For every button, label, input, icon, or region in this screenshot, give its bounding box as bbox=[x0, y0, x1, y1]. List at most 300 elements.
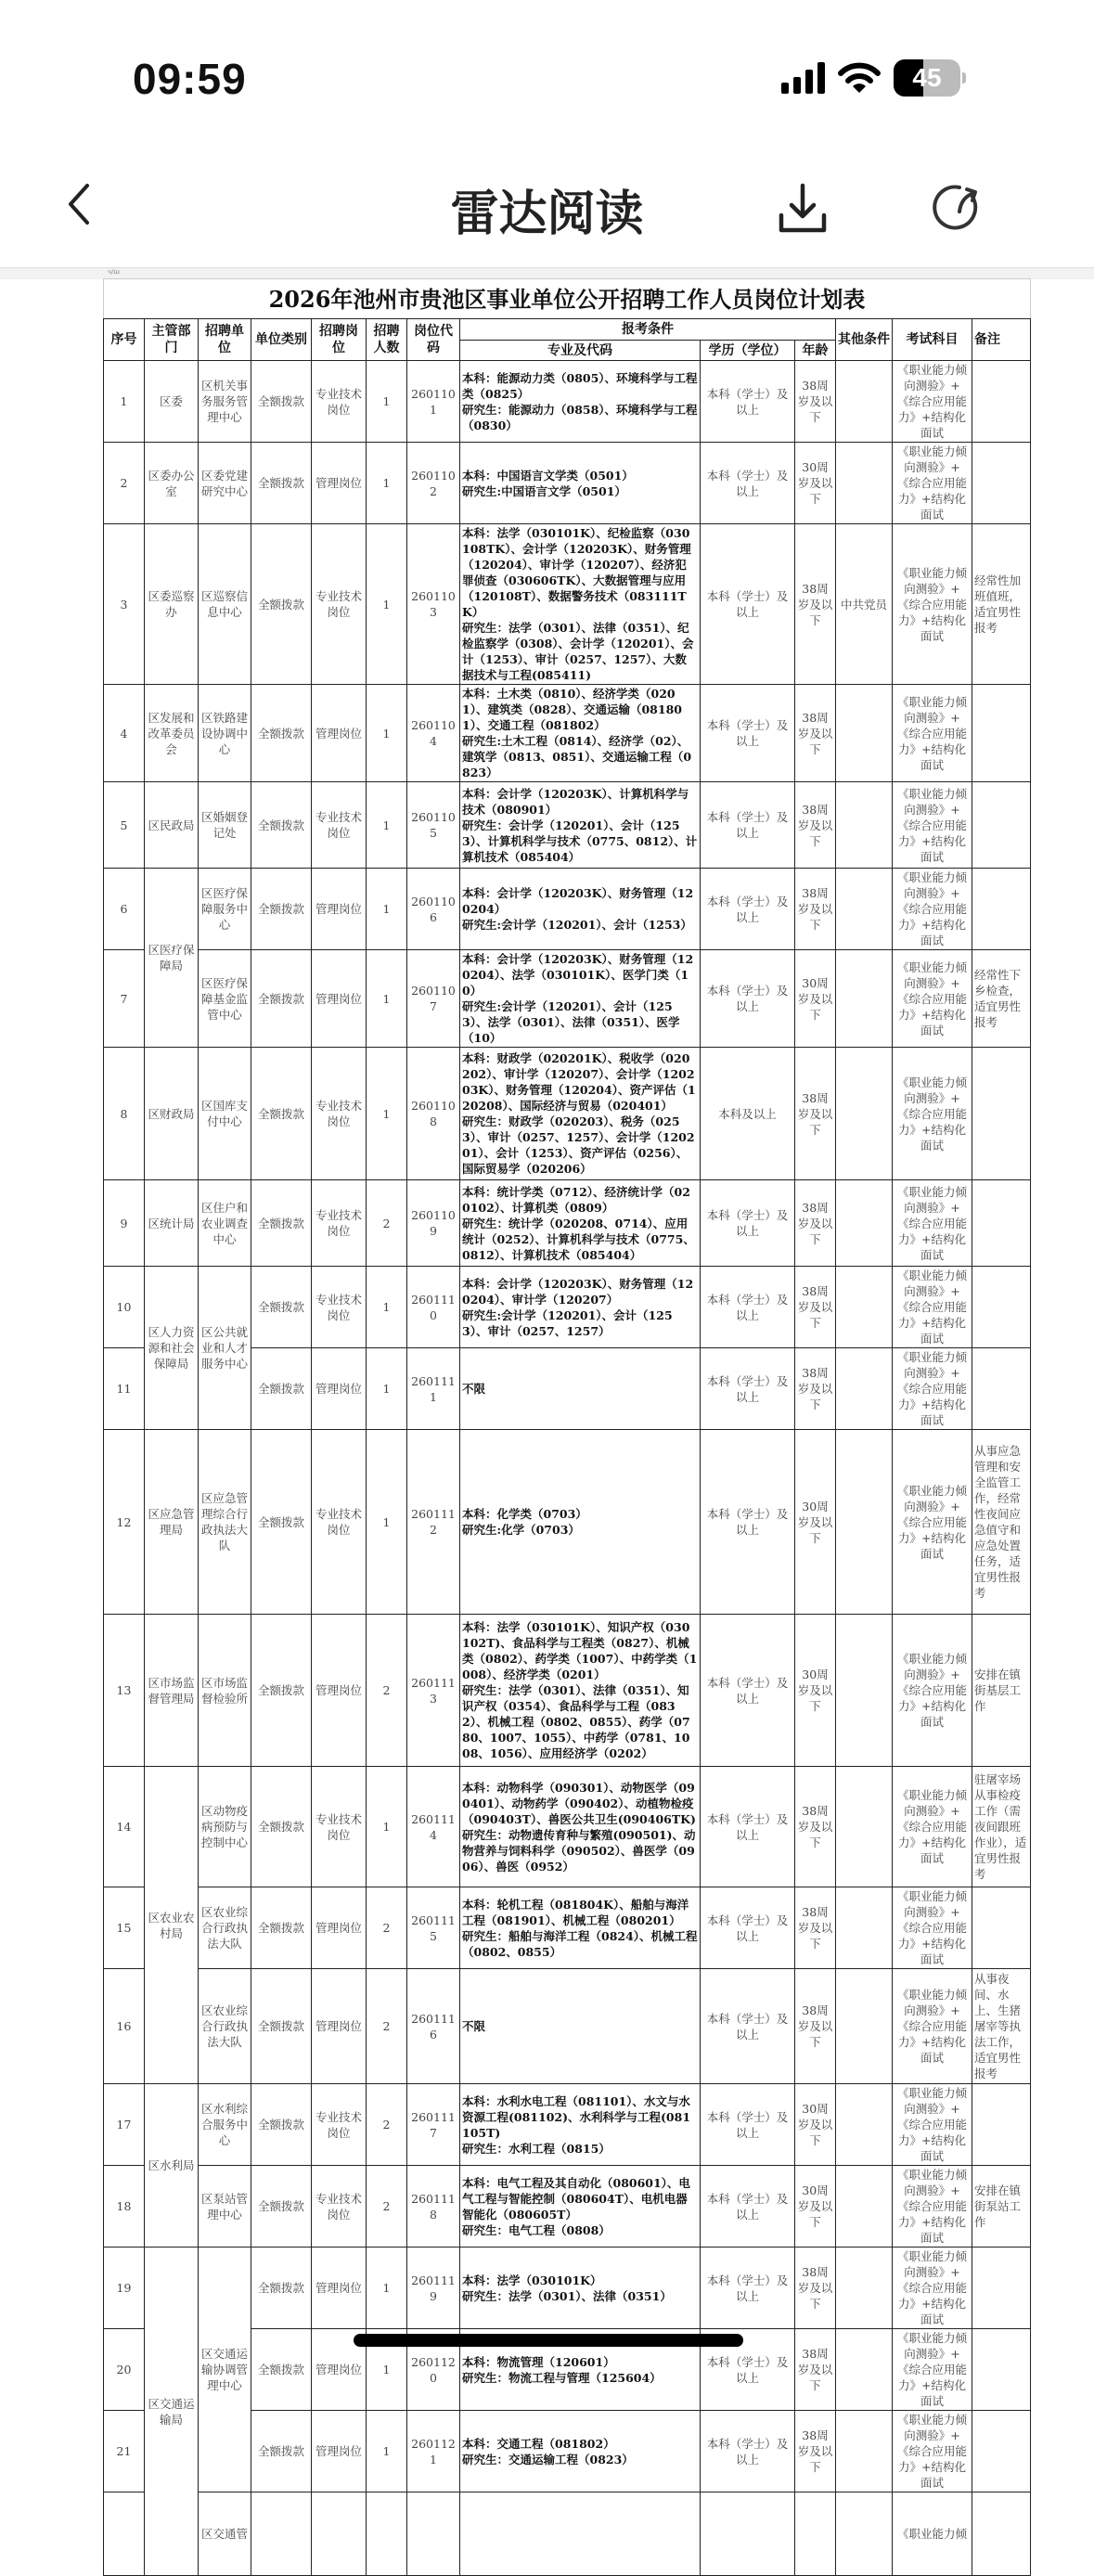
cell-unit: 区机关事务服务管理中心 bbox=[199, 361, 251, 443]
document-viewer[interactable] bbox=[103, 278, 1030, 2576]
cell-code: 2601105 bbox=[407, 782, 460, 869]
cell-note bbox=[972, 1048, 1031, 1180]
cell-edu: 本科（学士）及以上 bbox=[701, 2329, 795, 2411]
cell-age: 38周岁及以下 bbox=[795, 1887, 836, 1969]
cell-type: 全额拨款 bbox=[251, 1430, 312, 1615]
cell-seq: 6 bbox=[104, 869, 145, 950]
cell-count bbox=[367, 2492, 407, 2576]
cell-edu: 本科（学士）及以上 bbox=[701, 1430, 795, 1615]
major-graduate: 研究生：电气工程（0808） bbox=[462, 2222, 611, 2237]
cell-count: 1 bbox=[367, 1430, 407, 1615]
major-graduate: 研究生:化学（0703） bbox=[462, 1523, 580, 1537]
cell-edu: 本科（学士）及以上 bbox=[701, 1180, 795, 1267]
cell-code: 2601118 bbox=[407, 2166, 460, 2248]
cell-count: 1 bbox=[367, 1267, 407, 1348]
cell-note bbox=[972, 782, 1031, 869]
cell-note bbox=[972, 1348, 1031, 1430]
cell-post: 专业技术岗位 bbox=[312, 1767, 367, 1887]
cell-exam: 《职业能力倾向测验》+《综合应用能力》+结构化面试 bbox=[893, 1615, 972, 1767]
cell-code: 2601117 bbox=[407, 2084, 460, 2166]
cell-note bbox=[972, 2084, 1031, 2166]
cell-age bbox=[795, 2492, 836, 2576]
major-undergrad: 本科：法学（030101K） bbox=[462, 2273, 602, 2287]
cell-age: 38周岁及以下 bbox=[795, 869, 836, 950]
cell-note: 安排在镇街泵站工作 bbox=[972, 2166, 1031, 2248]
cell-count: 2 bbox=[367, 1615, 407, 1767]
cell-note bbox=[972, 2411, 1031, 2492]
cell-type: 全额拨款 bbox=[251, 443, 312, 524]
cell-age: 38周岁及以下 bbox=[795, 2411, 836, 2492]
cell-count: 1 bbox=[367, 1767, 407, 1887]
cell-type: 全额拨款 bbox=[251, 869, 312, 950]
cell-exam: 《职业能力倾向测验》+《综合应用能力》+结构化面试 bbox=[893, 1048, 972, 1180]
cell-major bbox=[460, 869, 701, 950]
cell-note: 安排在镇街基层工作 bbox=[972, 1615, 1031, 1767]
cell-age: 38周岁及以下 bbox=[795, 782, 836, 869]
cell-other bbox=[836, 1887, 893, 1969]
cell-age: 38周岁及以下 bbox=[795, 1348, 836, 1430]
cell-post: 专业技术岗位 bbox=[312, 2084, 367, 2166]
cell-unit: 区铁路建设协调中心 bbox=[199, 685, 251, 782]
cell-edu: 本科（学士）及以上 bbox=[701, 2248, 795, 2329]
cell-code: 2601119 bbox=[407, 2248, 460, 2329]
header-conditions: 报考条件 bbox=[460, 319, 836, 341]
cell-code: 2601108 bbox=[407, 1048, 460, 1180]
cell-exam: 《职业能力倾向测验》+《综合应用能力》+结构化面试 bbox=[893, 2248, 972, 2329]
cell-unit: 区医疗保障服务中心 bbox=[199, 869, 251, 950]
major-undergrad: 本科：会计学（120203K）、计算机科学与技术（080901） bbox=[462, 786, 689, 817]
cell-other bbox=[836, 1267, 893, 1348]
cell-dept: 区农业农村局 bbox=[145, 1767, 199, 2084]
major-undergrad: 本科：会计学（120203K）、财务管理（120204）、法学（030101K）、医学门类（10） bbox=[462, 952, 694, 998]
cell-age: 38周岁及以下 bbox=[795, 524, 836, 685]
major-undergrad: 本科：轮机工程（081804K）、船舶与海洋工程（081901）、机械工程（080201） bbox=[462, 1897, 689, 1927]
cell-seq: 5 bbox=[104, 782, 145, 869]
cell-exam: 《职业能力倾向测验》+《综合应用能力》+结构化面试 bbox=[893, 1348, 972, 1430]
wifi-icon bbox=[838, 62, 881, 94]
table-row bbox=[104, 2492, 1031, 2576]
cell-count: 1 bbox=[367, 2329, 407, 2411]
cell-count: 1 bbox=[367, 2411, 407, 2492]
table-row bbox=[104, 2084, 1031, 2166]
table-row bbox=[104, 1615, 1031, 1767]
cell-major bbox=[460, 2248, 701, 2329]
header-edu: 学历（学位） bbox=[701, 341, 795, 361]
status-time: 09:59 bbox=[133, 55, 247, 103]
cell-seq: 8 bbox=[104, 1048, 145, 1180]
major-undergrad: 本科：电气工程及其自动化（080601）、电气工程与智能控制（080604T）、电机电器智能化（080605T） bbox=[462, 2175, 690, 2222]
cell-exam: 《职业能力倾向测验》+《综合应用能力》+结构化面试 bbox=[893, 950, 972, 1048]
table-row bbox=[104, 869, 1031, 950]
major-undergrad: 本科：交通工程（081802） bbox=[462, 2436, 615, 2451]
cell-other bbox=[836, 2329, 893, 2411]
cell-unit: 区农业综合行政执法大队 bbox=[199, 1887, 251, 1969]
battery-tip bbox=[962, 72, 966, 84]
cell-other bbox=[836, 2084, 893, 2166]
cell-code: 2601110 bbox=[407, 1267, 460, 1348]
table-row bbox=[104, 950, 1031, 1048]
cell-post: 专业技术岗位 bbox=[312, 2166, 367, 2248]
cell-dept: 区水利局 bbox=[145, 2084, 199, 2248]
major-graduate: 研究生：水利工程（0815） bbox=[462, 2141, 611, 2156]
cell-code: 2601112 bbox=[407, 1430, 460, 1615]
cell-other bbox=[836, 869, 893, 950]
document-corner-mark: ч/ш bbox=[108, 268, 120, 276]
cell-edu: 本科（学士）及以上 bbox=[701, 1969, 795, 2084]
cell-exam: 《职业能力倾向测验》+《综合应用能力》+结构化面试 bbox=[893, 2166, 972, 2248]
battery-icon bbox=[894, 59, 960, 97]
cell-note: 经常性下乡检查，适宜男性报考 bbox=[972, 950, 1031, 1048]
header-count: 招聘人数 bbox=[367, 319, 407, 361]
cell-seq: 21 bbox=[104, 2411, 145, 2492]
home-indicator[interactable] bbox=[354, 2334, 743, 2347]
cell-count: 1 bbox=[367, 782, 407, 869]
cell-exam: 《职业能力倾向测验》+《综合应用能力》+结构化面试 bbox=[893, 1887, 972, 1969]
cell-edu bbox=[701, 2492, 795, 2576]
cell-seq: 17 bbox=[104, 2084, 145, 2166]
cell-major bbox=[460, 361, 701, 443]
cell-post: 专业技术岗位 bbox=[312, 1180, 367, 1267]
cell-edu: 本科（学士）及以上 bbox=[701, 1887, 795, 1969]
major-graduate: 研究生：财政学（020203）、税务（0253）、审计（0257、1257）、会计学（120201）、会计（1253）、资产评估（0256）、国际贸易学（020206） bbox=[462, 1114, 695, 1176]
cell-unit: 区交通管 bbox=[199, 2492, 251, 2576]
cell-post: 管理岗位 bbox=[312, 2411, 367, 2492]
cell-code: 2601121 bbox=[407, 2411, 460, 2492]
cell-edu: 本科（学士）及以上 bbox=[701, 1348, 795, 1430]
major-undergrad: 本科：能源动力类（0805）、环境科学与工程类（0825） bbox=[462, 370, 698, 401]
major-graduate: 研究生：法学（0301）、法律（0351）、纪检监察学（0308）、会计学（120201）、会计（1253）、审计（0257、1257）、大数据技术与工程(085411) bbox=[462, 621, 694, 682]
cell-dept: 区人力资源和社会保障局 bbox=[145, 1267, 199, 1430]
cell-count: 1 bbox=[367, 1348, 407, 1430]
cell-age: 30周岁及以下 bbox=[795, 950, 836, 1048]
cell-count: 1 bbox=[367, 2248, 407, 2329]
major-undergrad: 本科：物流管理（120601） bbox=[462, 2354, 615, 2369]
cell-type: 全额拨款 bbox=[251, 1048, 312, 1180]
cell-count: 1 bbox=[367, 869, 407, 950]
cell-count: 2 bbox=[367, 2084, 407, 2166]
cell-exam: 《职业能力倾向测验》+《综合应用能力》+结构化面试 bbox=[893, 361, 972, 443]
cell-major bbox=[460, 1887, 701, 1969]
cell-note bbox=[972, 361, 1031, 443]
major-undergrad: 本科：财政学（020201K）、税收学（020202）、审计学（120207）、会计学（120203K）、财务管理（120204）、资产评估（120208）、国际经济与贸易（020401） bbox=[462, 1051, 696, 1113]
cell-post: 专业技术岗位 bbox=[312, 524, 367, 685]
cell-edu: 本科（学士）及以上 bbox=[701, 950, 795, 1048]
cell-type: 全额拨款 bbox=[251, 361, 312, 443]
cell-type: 全额拨款 bbox=[251, 685, 312, 782]
header-exam: 考试科目 bbox=[893, 319, 972, 361]
cell-seq: 14 bbox=[104, 1767, 145, 1887]
cell-edu: 本科（学士）及以上 bbox=[701, 685, 795, 782]
cell-seq: 4 bbox=[104, 685, 145, 782]
cell-exam: 《职业能力倾向测验》+《综合应用能力》+结构化面试 bbox=[893, 2411, 972, 2492]
cell-seq: 18 bbox=[104, 2166, 145, 2248]
cell-age: 38周岁及以下 bbox=[795, 1969, 836, 2084]
cell-exam: 《职业能力倾向测验》+《综合应用能力》+结构化面试 bbox=[893, 1267, 972, 1348]
cell-unit: 区水利综合服务中心 bbox=[199, 2084, 251, 2166]
cell-age: 38周岁及以下 bbox=[795, 2248, 836, 2329]
cell-age: 30周岁及以下 bbox=[795, 443, 836, 524]
cell-dept: 区医疗保障局 bbox=[145, 869, 199, 1048]
cell-code: 2601106 bbox=[407, 869, 460, 950]
table-title: 2026年池州市贵池区事业单位公开招聘工作人员岗位计划表 bbox=[104, 279, 1031, 319]
cell-type: 全额拨款 bbox=[251, 1969, 312, 2084]
cell-major bbox=[460, 443, 701, 524]
cell-unit: 区医疗保障基金监管中心 bbox=[199, 950, 251, 1048]
cell-type: 全额拨款 bbox=[251, 1767, 312, 1887]
cell-edu: 本科（学士）及以上 bbox=[701, 2411, 795, 2492]
cell-seq: 12 bbox=[104, 1430, 145, 1615]
cell-other bbox=[836, 2248, 893, 2329]
table-row bbox=[104, 1267, 1031, 1348]
cell-other bbox=[836, 685, 893, 782]
cell-edu: 本科（学士）及以上 bbox=[701, 1767, 795, 1887]
cell-note bbox=[972, 869, 1031, 950]
header-dept: 主管部门 bbox=[145, 319, 199, 361]
cell-major bbox=[460, 1767, 701, 1887]
cell-code: 2601120 bbox=[407, 2329, 460, 2411]
cell-count: 2 bbox=[367, 1887, 407, 1969]
cell-seq: 2 bbox=[104, 443, 145, 524]
cell-exam: 《职业能力倾向测验》+《综合应用能力》+结构化面试 bbox=[893, 685, 972, 782]
cell-major bbox=[460, 2166, 701, 2248]
cell-post: 管理岗位 bbox=[312, 1969, 367, 2084]
cell-edu: 本科（学士）及以上 bbox=[701, 1267, 795, 1348]
major-graduate: 研究生：船舶与海洋工程（0824）、机械工程（0802、0855） bbox=[462, 1928, 698, 1959]
major-undergrad: 本科：土木类（0810）、经济学类（0201）、建筑类（0828）、交通运输（081801）、交通工程（081802） bbox=[462, 687, 682, 732]
cell-post: 专业技术岗位 bbox=[312, 1430, 367, 1615]
header-other: 其他条件 bbox=[836, 319, 893, 361]
table-row bbox=[104, 443, 1031, 524]
cell-major bbox=[460, 1267, 701, 1348]
cell-unit: 区巡察信息中心 bbox=[199, 524, 251, 685]
cell-age: 38周岁及以下 bbox=[795, 1767, 836, 1887]
major-graduate: 研究生：交通运输工程（0823） bbox=[462, 2452, 634, 2467]
cell-post: 专业技术岗位 bbox=[312, 1267, 367, 1348]
cell-edu: 本科（学士）及以上 bbox=[701, 1615, 795, 1767]
cell-exam: 《职业能力倾向测验》+《综合应用能力》+结构化面试 bbox=[893, 1767, 972, 1887]
cell-type: 全额拨款 bbox=[251, 2329, 312, 2411]
cell-other bbox=[836, 950, 893, 1048]
cell-other bbox=[836, 2166, 893, 2248]
cell-other bbox=[836, 782, 893, 869]
share-icon[interactable] bbox=[932, 180, 987, 236]
major-undergrad: 本科：会计学（120203K）、财务管理（120204） bbox=[462, 886, 694, 916]
major-graduate: 研究生：法学（0301）、法律（0351）、知识产权（0354）、食品科学与工程（0832）、机械工程（0802、0855）、药学（0780、1007、1055）、中药学（0781、1008、1056）、应用经济学（0202） bbox=[462, 1683, 690, 1760]
cell-other bbox=[836, 2492, 893, 2576]
cell-major bbox=[460, 685, 701, 782]
cell-code: 2601116 bbox=[407, 1969, 460, 2084]
major-graduate: 研究生:会计学（120201）、会计（1253）、审计（0257、1257） bbox=[462, 1307, 673, 1338]
cell-type: 全额拨款 bbox=[251, 524, 312, 685]
cell-count: 1 bbox=[367, 361, 407, 443]
cell-unit: 区应急管理综合行政执法大队 bbox=[199, 1430, 251, 1615]
cell-edu: 本科（学士）及以上 bbox=[701, 2166, 795, 2248]
table-row bbox=[104, 1887, 1031, 1969]
cell-type: 全额拨款 bbox=[251, 2084, 312, 2166]
cell-note: 经常性加班值班，适宜男性报考 bbox=[972, 524, 1031, 685]
cell-unit: 区市场监督检验所 bbox=[199, 1615, 251, 1767]
cell-age: 38周岁及以下 bbox=[795, 1048, 836, 1180]
major-undergrad: 本科：统计学类（0712）、经济统计学（020102）、计算机类（0809） bbox=[462, 1184, 690, 1215]
cell-post: 管理岗位 bbox=[312, 1348, 367, 1430]
major-graduate: 研究生:会计学（120201）、会计（1253） bbox=[462, 918, 692, 932]
cell-count: 2 bbox=[367, 2166, 407, 2248]
cell-type: 全额拨款 bbox=[251, 2166, 312, 2248]
cell-type: 全额拨款 bbox=[251, 2411, 312, 2492]
cell-dept: 区委巡察办 bbox=[145, 524, 199, 685]
cell-post bbox=[312, 2492, 367, 2576]
header-seq: 序号 bbox=[104, 319, 145, 361]
major-graduate: 研究生:土木工程（0814）、经济学（02）、建筑学（0813、0851）、交通运输工程（0823） bbox=[462, 734, 692, 779]
cell-note: 驻屠宰场从事检疫工作（需夜间跟班作业），适宜男性报考 bbox=[972, 1767, 1031, 1887]
table-row bbox=[104, 1430, 1031, 1615]
header-note: 备注 bbox=[972, 319, 1031, 361]
major-graduate: 研究生：动物遗传育种与繁殖(090501)、动物营养与饲料科学（090502）、兽医学（0906）、兽医（0952） bbox=[462, 1827, 696, 1874]
cell-type: 全额拨款 bbox=[251, 1267, 312, 1348]
cell-count: 2 bbox=[367, 1180, 407, 1267]
header-type: 单位类别 bbox=[251, 319, 312, 361]
cell-type: 全额拨款 bbox=[251, 1180, 312, 1267]
cell-exam: 《职业能力倾向测验》+《综合应用能力》+结构化面试 bbox=[893, 1969, 972, 2084]
cell-note bbox=[972, 443, 1031, 524]
cell-note bbox=[972, 2492, 1031, 2576]
cell-type: 全额拨款 bbox=[251, 950, 312, 1048]
cell-type: 全额拨款 bbox=[251, 2248, 312, 2329]
cell-major bbox=[460, 2492, 701, 2576]
cell-dept: 区财政局 bbox=[145, 1048, 199, 1180]
cell-code: 2601102 bbox=[407, 443, 460, 524]
cell-unit: 区公共就业和人才服务中心 bbox=[199, 1267, 251, 1430]
cell-count: 2 bbox=[367, 1969, 407, 2084]
cell-code: 2601101 bbox=[407, 361, 460, 443]
cell-note bbox=[972, 1267, 1031, 1348]
cell-seq: 19 bbox=[104, 2248, 145, 2329]
major-undergrad: 本科：动物科学（090301）、动物医学（090401）、动物药学（090402）、动植物检疫（090403T）、兽医公共卫生(090406TK) bbox=[462, 1780, 696, 1826]
cell-exam: 《职业能力倾向测验》+《综合应用能力》+结构化面试 bbox=[893, 524, 972, 685]
cell-code: 2601115 bbox=[407, 1887, 460, 1969]
cell-dept: 区委办公室 bbox=[145, 443, 199, 524]
major-undergrad: 本科：水利水电工程（081101）、水文与水资源工程(081102)、水利科学与工程(081105T) bbox=[462, 2093, 691, 2140]
cell-dept: 区应急管理局 bbox=[145, 1430, 199, 1615]
major-graduate: 研究生:会计学（120201）、会计（1253）、法学（0301）、法律（0351）、医学（10） bbox=[462, 999, 680, 1045]
battery-level: 45 bbox=[912, 63, 942, 92]
cell-age: 30周岁及以下 bbox=[795, 2166, 836, 2248]
cell-unit: 区泵站管理中心 bbox=[199, 2166, 251, 2248]
cell-other bbox=[836, 1767, 893, 1887]
download-icon[interactable] bbox=[776, 182, 830, 236]
cell-dept: 区统计局 bbox=[145, 1180, 199, 1267]
major-undergrad: 本科：会计学（120203K）、财务管理（120204）、审计学（120207） bbox=[462, 1276, 694, 1307]
cell-dept: 区民政局 bbox=[145, 782, 199, 869]
cell-post: 管理岗位 bbox=[312, 443, 367, 524]
major-undergrad: 不限 bbox=[462, 2019, 486, 2033]
cell-unit: 区委党建研究中心 bbox=[199, 443, 251, 524]
cell-dept: 区交通运输局 bbox=[145, 2248, 199, 2576]
cell-age: 30周岁及以下 bbox=[795, 2084, 836, 2166]
major-undergrad: 本科：法学（030101K）、知识产权（030102T)、食品科学与工程类（0827）、机械类（0802）、药学类（1007）、中药学类（1008）、经济学类（0201） bbox=[462, 1620, 698, 1681]
cell-unit: 区交通运输协调管理中心 bbox=[199, 2248, 251, 2492]
cell-note bbox=[972, 685, 1031, 782]
cell-age: 30周岁及以下 bbox=[795, 1615, 836, 1767]
cell-other bbox=[836, 1048, 893, 1180]
cell-seq: 10 bbox=[104, 1267, 145, 1348]
header-post: 招聘岗位 bbox=[312, 319, 367, 361]
cell-major bbox=[460, 1615, 701, 1767]
major-undergrad: 本科：化学类（0703） bbox=[462, 1507, 587, 1521]
cell-unit: 区住户和农业调查中心 bbox=[199, 1180, 251, 1267]
cell-post: 专业技术岗位 bbox=[312, 1048, 367, 1180]
cell-post: 管理岗位 bbox=[312, 1887, 367, 1969]
cell-post: 专业技术岗位 bbox=[312, 361, 367, 443]
major-undergrad: 本科：中国语言文学类（0501） bbox=[462, 468, 634, 483]
cell-unit: 区婚姻登记处 bbox=[199, 782, 251, 869]
cell-code: 2601114 bbox=[407, 1767, 460, 1887]
cell-other bbox=[836, 361, 893, 443]
cell-other bbox=[836, 1969, 893, 2084]
cell-exam: 《职业能力倾向测验》+《综合应用能力》+结构化面试 bbox=[893, 869, 972, 950]
cell-exam: 《职业能力倾向测验》+《综合应用能力》+结构化面试 bbox=[893, 2084, 972, 2166]
header-unit: 招聘单位 bbox=[199, 319, 251, 361]
cell-post: 管理岗位 bbox=[312, 1615, 367, 1767]
major-graduate: 研究生：能源动力（0858）、环境科学与工程（0830） bbox=[462, 402, 698, 432]
table-row bbox=[104, 524, 1031, 685]
page-title: 雷达阅读 bbox=[450, 187, 644, 242]
table-row bbox=[104, 782, 1031, 869]
table-row bbox=[104, 2248, 1031, 2329]
table-row bbox=[104, 685, 1031, 782]
cell-unit: 区动物疫病预防与控制中心 bbox=[199, 1767, 251, 1887]
cell-type: 全额拨款 bbox=[251, 1615, 312, 1767]
cell-edu: 本科（学士）及以上 bbox=[701, 782, 795, 869]
cell-unit: 区国库支付中心 bbox=[199, 1048, 251, 1180]
cell-major bbox=[460, 782, 701, 869]
header-age: 年龄 bbox=[795, 341, 836, 361]
major-graduate: 研究生：物流工程与管理（125604） bbox=[462, 2370, 662, 2385]
cell-other bbox=[836, 1180, 893, 1267]
cell-seq: 11 bbox=[104, 1348, 145, 1430]
cell-post: 管理岗位 bbox=[312, 685, 367, 782]
cell-seq bbox=[104, 2492, 145, 2576]
cell-code: 2601103 bbox=[407, 524, 460, 685]
header-major: 专业及代码 bbox=[460, 341, 701, 361]
cell-note bbox=[972, 2329, 1031, 2411]
cell-edu: 本科（学士）及以上 bbox=[701, 443, 795, 524]
cell-seq: 13 bbox=[104, 1615, 145, 1767]
cellular-signal-icon bbox=[781, 62, 825, 94]
cell-other: 中共党员 bbox=[836, 524, 893, 685]
cell-edu: 本科（学士）及以上 bbox=[701, 2084, 795, 2166]
cell-seq: 20 bbox=[104, 2329, 145, 2411]
cell-other bbox=[836, 443, 893, 524]
cell-age: 38周岁及以下 bbox=[795, 361, 836, 443]
cell-exam: 《职业能力倾向测验》+《综合应用能力》+结构化面试 bbox=[893, 782, 972, 869]
header-code: 岗位代码 bbox=[407, 319, 460, 361]
cell-exam: 《职业能力倾 bbox=[893, 2492, 972, 2576]
cell-type: 全额拨款 bbox=[251, 1887, 312, 1969]
cell-note: 从事应急管理和安全监管工作，经常性夜间应急值守和应急处置任务，适宜男性报考 bbox=[972, 1430, 1031, 1615]
major-graduate: 研究生：统计学（020208、0714）、应用统计（0252）、计算机科学与技术（0775、0812）、计算机技术（085404） bbox=[462, 1216, 695, 1262]
major-graduate: 研究生：法学（0301）、法律（0351） bbox=[462, 2288, 672, 2303]
cell-count: 1 bbox=[367, 950, 407, 1048]
cell-age: 38周岁及以下 bbox=[795, 1267, 836, 1348]
cell-major bbox=[460, 1180, 701, 1267]
cell-age: 30周岁及以下 bbox=[795, 1430, 836, 1615]
cell-age: 38周岁及以下 bbox=[795, 685, 836, 782]
cell-exam: 《职业能力倾向测验》+《综合应用能力》+结构化面试 bbox=[893, 1430, 972, 1615]
cell-edu: 本科及以上 bbox=[701, 1048, 795, 1180]
major-undergrad: 不限 bbox=[462, 1382, 486, 1396]
major-undergrad: 本科：法学（030101K）、纪检监察（030108TK）、会计学（120203K）、财务管理（120204）、审计学（120207）、经济犯罪侦查（030606TK）、大数据管理与应用（120108T）、数据警务技术（083111TK） bbox=[462, 526, 691, 619]
